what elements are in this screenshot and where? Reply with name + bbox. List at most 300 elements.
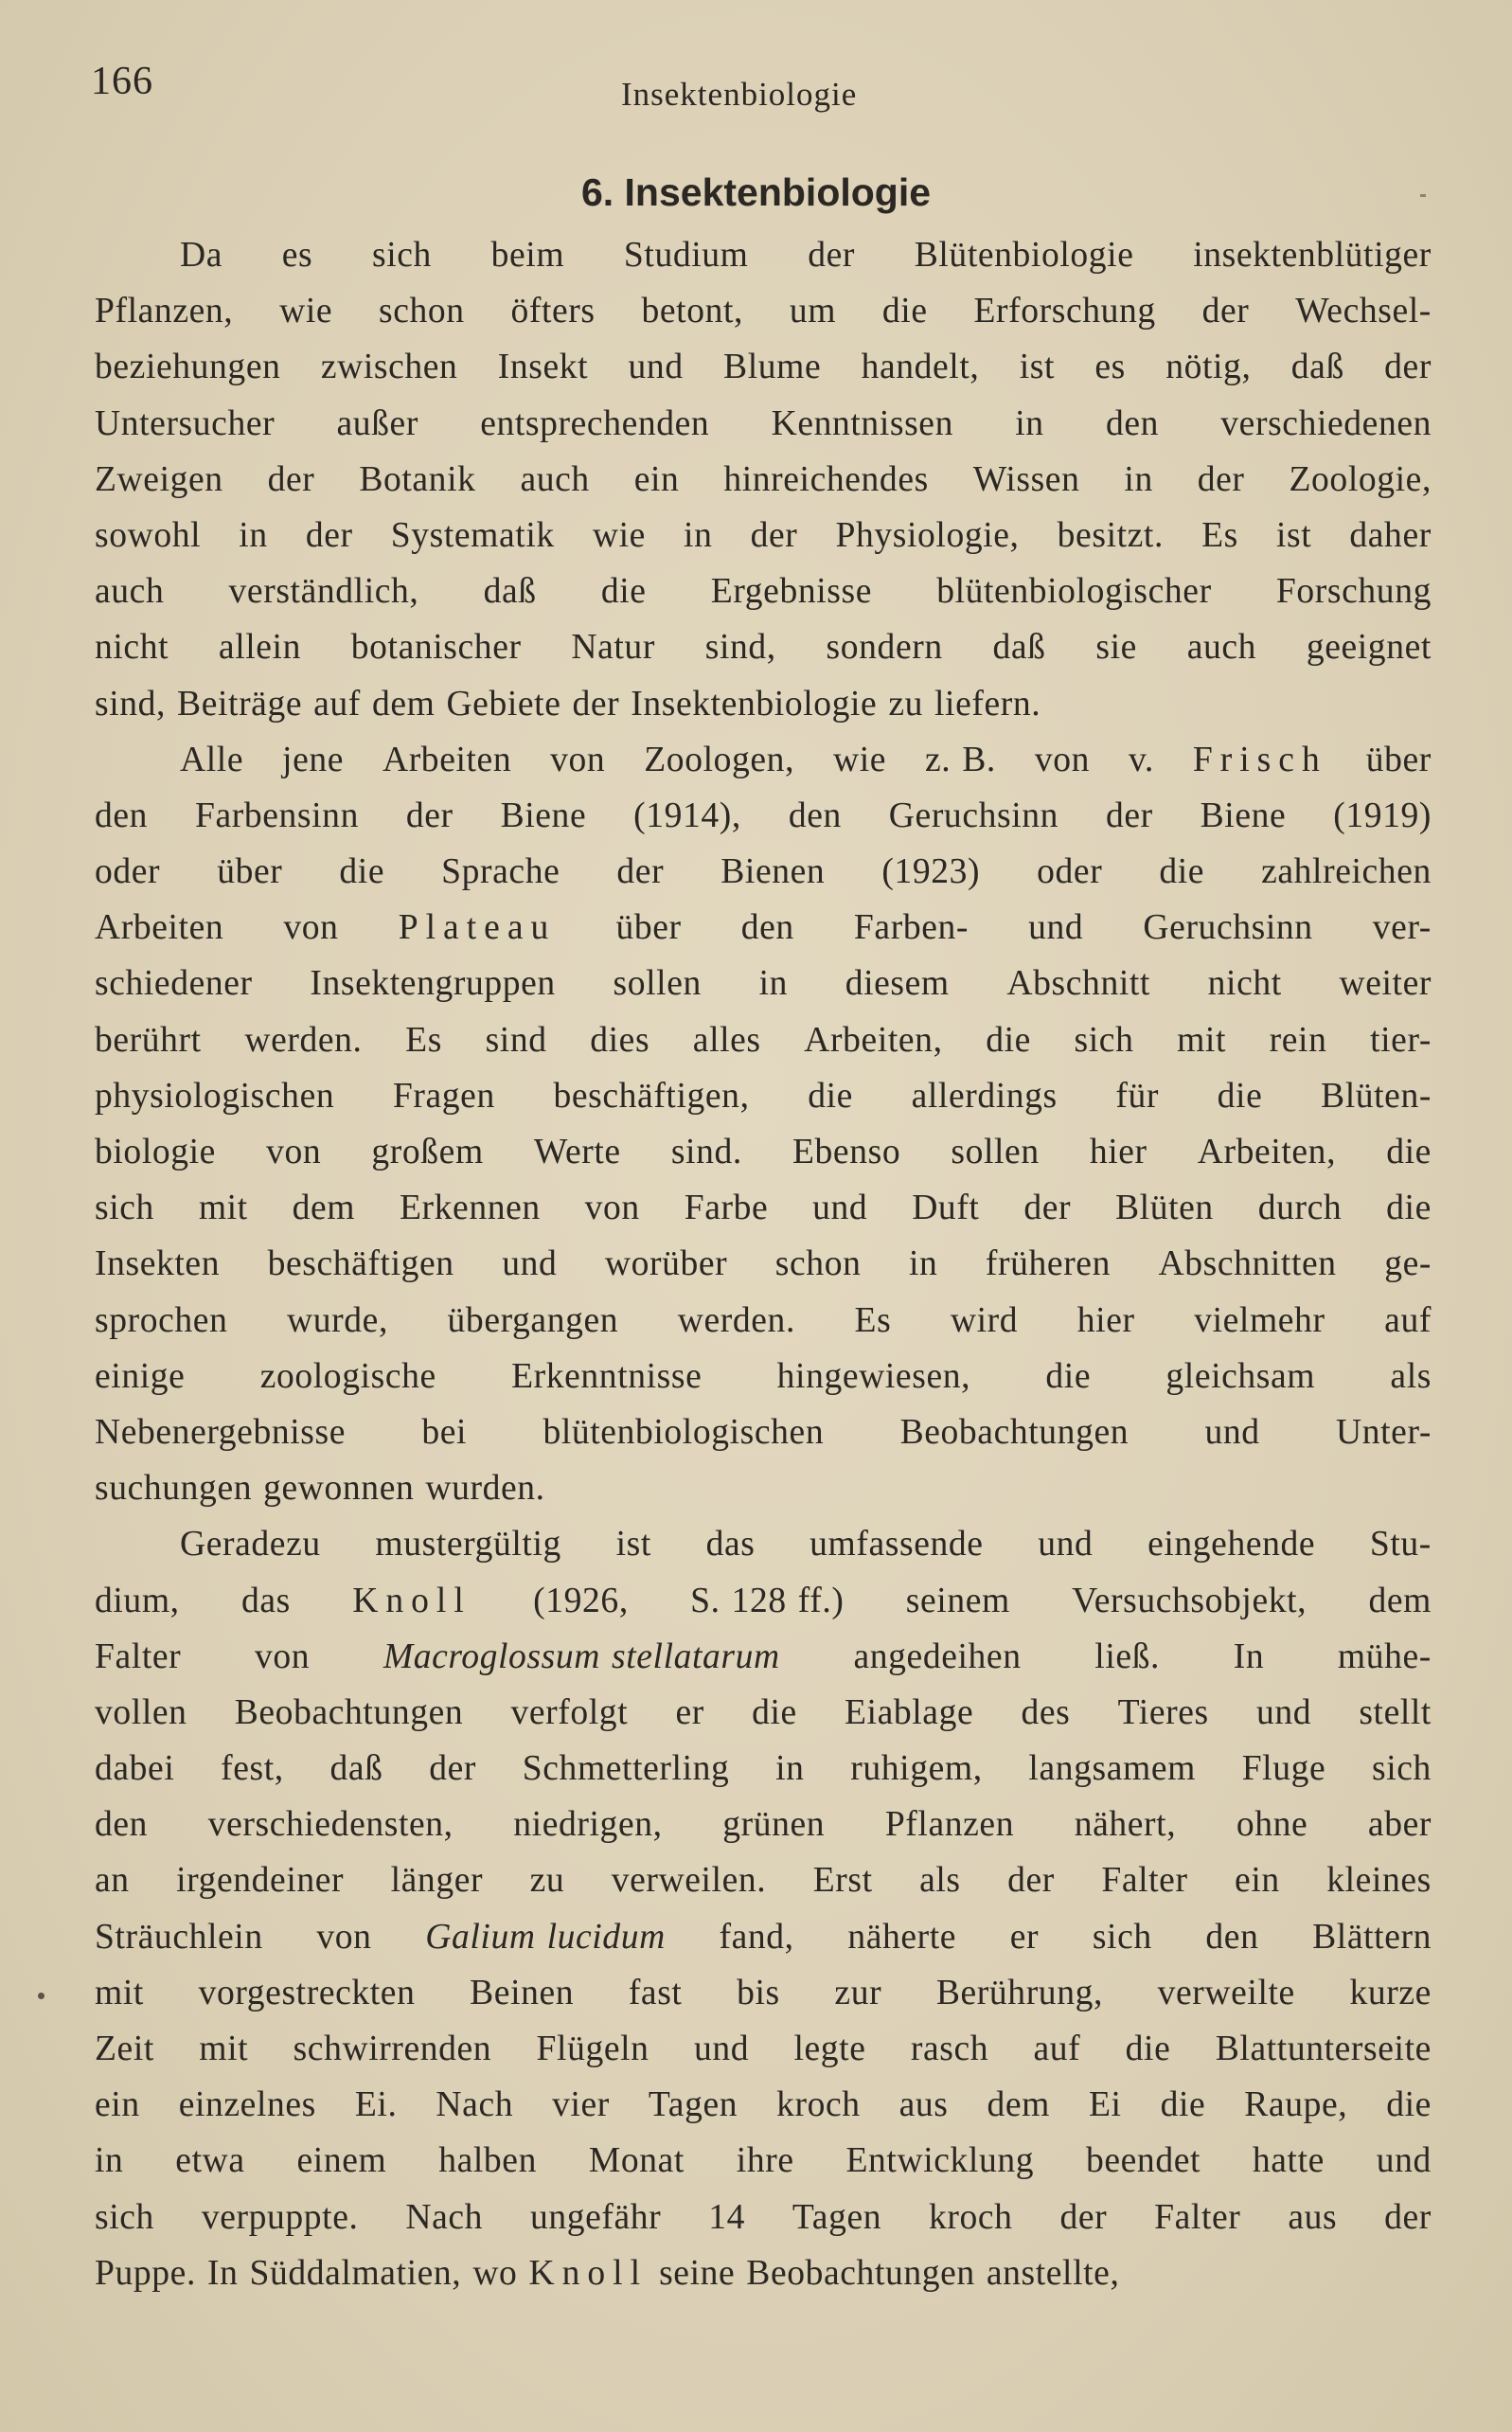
word: Erkennen: [399, 1189, 541, 1228]
word: die: [986, 1020, 1031, 1060]
text-line: [95, 508, 1432, 563]
word: aus: [1288, 2197, 1338, 2237]
word: kurze: [1349, 1973, 1432, 2012]
word: vorgestreckten: [198, 1973, 416, 2012]
text-line: [95, 563, 1432, 619]
word: der: [429, 1749, 477, 1789]
word: Fragen: [392, 1076, 495, 1116]
word: über: [615, 908, 682, 948]
word: Insekten: [95, 1244, 221, 1284]
word: ein: [95, 2085, 140, 2125]
word: einzelnes: [178, 2085, 316, 2125]
word: Versuchsobjekt,: [1072, 1581, 1307, 1620]
text-line: [95, 227, 1432, 283]
text-line: [95, 900, 1432, 956]
paragraph: [95, 732, 1432, 1517]
word: berührt: [95, 1020, 202, 1060]
word: der: [1384, 2197, 1432, 2237]
word: Pflanzen,: [95, 292, 234, 331]
word: Ergebnisse: [710, 572, 872, 612]
word: Wechsel-: [1295, 292, 1432, 331]
word: auf: [1033, 2030, 1081, 2068]
word: vielmehr: [1194, 1300, 1325, 1340]
word: Physiologie,: [835, 515, 1020, 555]
word: für: [1115, 1076, 1160, 1116]
word: und: [502, 1244, 558, 1284]
word: legte: [793, 2030, 866, 2068]
word: bei: [421, 1412, 468, 1452]
text-line: [95, 452, 1432, 508]
word: Insekt: [497, 348, 589, 387]
word: daß: [992, 628, 1046, 668]
word: der: [1197, 459, 1245, 499]
word: Biene: [1200, 796, 1287, 835]
word: ein: [1235, 1861, 1280, 1901]
word: hier: [1089, 1133, 1147, 1171]
word: kleines: [1326, 1861, 1432, 1901]
word: blütenbiologischer: [936, 572, 1212, 612]
word: In: [206, 2253, 239, 2293]
word: Abschnitten: [1158, 1244, 1337, 1284]
word: Blütenbiologie: [914, 236, 1134, 275]
word: Stu-: [1369, 1525, 1432, 1565]
word: über: [1365, 740, 1432, 779]
word: außer: [336, 403, 418, 443]
word: blütenbiologischen: [543, 1412, 825, 1452]
word: Forschung: [1275, 572, 1432, 612]
text-line: [95, 844, 1432, 900]
word: daß: [483, 572, 537, 612]
word: verständlich,: [228, 572, 419, 612]
word: (1923): [881, 852, 981, 892]
word: oder: [1037, 852, 1103, 892]
text-line: [95, 1460, 1432, 1516]
word: wie: [279, 292, 333, 331]
word: sich: [1372, 1749, 1432, 1789]
word: beschäftigen,: [553, 1076, 750, 1116]
text-line: [95, 1293, 1432, 1349]
word: dabei: [95, 1749, 175, 1789]
text-line: [95, 1685, 1432, 1741]
text-line: [95, 2077, 1432, 2133]
word: wird: [950, 1300, 1019, 1340]
word: Kenntnissen: [771, 403, 953, 443]
word: Raupe,: [1244, 2085, 1348, 2125]
word: In: [1233, 1636, 1265, 1676]
word: Alle: [180, 740, 244, 779]
word: von: [283, 908, 339, 948]
word: den: [1205, 1917, 1259, 1957]
word: der: [1007, 1861, 1055, 1901]
word: physiologischen: [95, 1076, 335, 1116]
word: die: [339, 852, 385, 892]
word: Monat: [588, 2141, 685, 2181]
word: auch: [520, 459, 590, 499]
word: sie: [1095, 628, 1137, 668]
word: mustergültig: [375, 1525, 561, 1565]
word: Nebenergebnisse: [95, 1412, 347, 1452]
word: länger: [390, 1861, 484, 1901]
word: sind: [485, 1020, 547, 1060]
word: daß: [329, 1749, 383, 1789]
word: Pflanzen: [884, 1805, 1015, 1845]
word: über: [217, 852, 283, 892]
word: beendet: [1085, 2141, 1201, 2181]
word: das: [705, 1525, 756, 1565]
word: der: [572, 684, 620, 724]
word: Erforschung: [973, 292, 1156, 331]
word: worüber: [604, 1244, 728, 1284]
word: beschäftigen: [267, 1244, 454, 1284]
word: biologie: [95, 1133, 216, 1171]
page-number: 166: [91, 60, 153, 103]
word: und: [1038, 1525, 1094, 1565]
word: Blattunterseite: [1215, 2030, 1432, 2068]
word: auf: [1384, 1300, 1432, 1340]
word: Falter: [1154, 2197, 1241, 2237]
body-text: [95, 227, 1432, 2301]
running-head: Insektenbiologie: [621, 76, 858, 113]
word: Arbeiten,: [804, 1020, 943, 1060]
text-line: [95, 339, 1432, 395]
word: der: [1023, 1189, 1072, 1228]
word: dies: [590, 1020, 650, 1060]
word: die: [1386, 2085, 1432, 2125]
word: Beobachtungen: [746, 2253, 975, 2293]
word: nötig,: [1165, 348, 1252, 387]
word: gewonnen: [263, 1469, 415, 1509]
word: zu: [888, 684, 924, 724]
word: Farben-: [853, 908, 969, 948]
word: wie: [592, 515, 646, 555]
word: die: [881, 292, 928, 331]
word: durch: [1257, 1189, 1343, 1228]
word: an: [95, 1861, 130, 1901]
text-line: [95, 2190, 1432, 2245]
word: Tieres: [1117, 1692, 1209, 1732]
word: Eiablage: [844, 1692, 974, 1732]
word: nicht: [95, 628, 169, 668]
word: ungefähr: [529, 2197, 662, 2237]
word: sollen: [613, 964, 702, 1004]
word: und: [812, 1189, 868, 1228]
word: Sprache: [441, 852, 560, 892]
word: beziehungen: [95, 348, 281, 387]
word: der: [1105, 796, 1153, 835]
word: des: [1021, 1692, 1071, 1732]
word: (1914),: [633, 796, 741, 835]
word: wurden.: [425, 1469, 545, 1509]
word: diesem: [845, 964, 950, 1004]
word: Falter: [1101, 1861, 1188, 1901]
word: die: [1160, 2085, 1206, 2125]
word: Puppe.: [95, 2253, 196, 2293]
word: ist: [1275, 515, 1312, 555]
paragraph: [95, 227, 1432, 732]
word: vier: [552, 2085, 610, 2125]
word: Ebenso: [792, 1133, 901, 1171]
word: besitzt.: [1057, 515, 1164, 555]
text-line: [95, 1573, 1432, 1629]
word: der: [405, 796, 454, 835]
word: Abschnitt: [1006, 964, 1150, 1004]
word: ohne: [1236, 1805, 1308, 1845]
word: Berührung,: [935, 1973, 1103, 2012]
word: sich: [1074, 1020, 1134, 1060]
text-line: [95, 283, 1432, 339]
word: öfters: [510, 292, 596, 331]
word: von: [550, 740, 606, 779]
word: sprochen: [95, 1300, 228, 1340]
word: dem: [292, 1189, 356, 1228]
word: in: [1015, 403, 1044, 443]
word: zur: [834, 1973, 882, 2012]
word: der: [267, 459, 315, 499]
text-line: [95, 676, 1432, 732]
word: schon: [774, 1244, 862, 1284]
word: v.: [1128, 740, 1154, 779]
word: liefern.: [934, 684, 1041, 724]
word: der: [1201, 292, 1250, 331]
word: verfolgt: [510, 1692, 629, 1732]
word: Erkenntnisse: [511, 1356, 703, 1396]
word: und: [1204, 1412, 1260, 1452]
word: den: [740, 908, 794, 948]
text-line: [95, 396, 1432, 452]
word: Zweigen: [95, 459, 223, 499]
word: nähert,: [1074, 1805, 1177, 1845]
word: Ei.: [354, 2085, 398, 2125]
word: Zoologie,: [1289, 459, 1432, 499]
word: in: [908, 1244, 938, 1284]
text-line: [95, 956, 1432, 1011]
word: sondern: [826, 628, 943, 668]
word: sind,: [95, 684, 167, 724]
word: Studium: [623, 236, 749, 275]
word: Blüten: [1115, 1189, 1214, 1228]
word: ließ.: [1094, 1636, 1161, 1676]
word: verweilte: [1157, 1973, 1295, 2012]
word: die: [1217, 1076, 1263, 1116]
word: und: [1255, 1692, 1312, 1732]
word: Zeit: [95, 2030, 154, 2068]
page-header: [91, 59, 1435, 116]
word: langsamem: [1028, 1749, 1196, 1789]
word: Bienen: [720, 852, 826, 892]
text-line: [95, 1741, 1432, 1797]
word: verweilen.: [611, 1861, 767, 1901]
word: Natur: [571, 628, 655, 668]
word: sowohl: [95, 515, 202, 555]
word: Farbensinn: [194, 796, 359, 835]
word: einem: [296, 2141, 387, 2181]
word: in: [775, 1749, 805, 1789]
word: den: [95, 796, 149, 835]
word: vollen: [95, 1692, 187, 1732]
word: kroch: [929, 2197, 1013, 2237]
word: schiedener: [95, 964, 253, 1004]
word: Geradezu: [180, 1525, 321, 1565]
word: insektenblütiger: [1193, 236, 1432, 275]
word: Sträuchlein: [95, 1917, 263, 1957]
text-line: [95, 1236, 1432, 1292]
word: die: [1386, 1189, 1432, 1228]
word: mit: [198, 1189, 248, 1228]
word: 14: [708, 2197, 745, 2237]
word: Galium lucidum: [425, 1917, 666, 1957]
word: Beobachtungen: [899, 1412, 1130, 1452]
word: seine: [659, 2253, 736, 2293]
word: auch: [1186, 628, 1257, 668]
word: die: [600, 572, 647, 612]
word: rein: [1269, 1020, 1327, 1060]
word: aber: [1367, 1805, 1432, 1845]
word: Es: [405, 1020, 442, 1060]
word: den: [1105, 403, 1160, 443]
word: Wissen: [972, 459, 1080, 499]
word: bis: [737, 1973, 780, 2012]
word: sich: [95, 1189, 154, 1228]
word: Botanik: [359, 459, 476, 499]
word: in: [758, 964, 788, 1004]
word: entsprechenden: [480, 403, 710, 443]
word: daß: [1290, 348, 1344, 387]
word: z. B.: [924, 740, 996, 779]
word: zoologische: [259, 1356, 436, 1396]
word: Farbe: [684, 1189, 769, 1228]
word: Gebiete: [446, 684, 561, 724]
word: Arbeiten,: [1197, 1133, 1337, 1171]
word: Erst: [812, 1861, 873, 1901]
word: aus: [898, 2085, 949, 2125]
text-line: [95, 2133, 1432, 2189]
word: dem: [1368, 1581, 1432, 1620]
word: zwischen: [320, 348, 458, 387]
word: wo: [472, 2253, 518, 2293]
word: der: [616, 852, 665, 892]
word: Arbeiten: [95, 908, 224, 948]
margin-mark: [38, 1993, 44, 1999]
word: mit: [199, 2030, 249, 2068]
word: schwirrenden: [293, 2030, 492, 2068]
word: dem: [987, 2085, 1051, 2125]
word: er: [1009, 1917, 1040, 1957]
text-line: [95, 1180, 1432, 1236]
word: näherte: [847, 1917, 957, 1957]
word: Biene: [500, 796, 587, 835]
word: der: [1059, 2197, 1108, 2237]
word: fand,: [719, 1917, 794, 1957]
word: wie: [833, 740, 887, 779]
text-line: [95, 1965, 1432, 2021]
word: Geruchsinn: [1143, 908, 1313, 948]
word: sollen: [951, 1133, 1040, 1171]
word: stellt: [1359, 1692, 1432, 1732]
word: gleichsam: [1165, 1356, 1316, 1396]
text-line: [95, 1012, 1432, 1068]
word: umfassende: [809, 1525, 984, 1565]
word: auf: [313, 684, 361, 724]
word: wurde,: [287, 1300, 388, 1340]
text-line: [95, 619, 1432, 675]
word: hier: [1076, 1300, 1135, 1340]
word: Unter-: [1336, 1412, 1432, 1452]
word: weiter: [1339, 964, 1432, 1004]
word: ist: [615, 1525, 651, 1565]
word: geeignet: [1306, 628, 1432, 668]
word: es: [281, 236, 313, 275]
word: Untersucher: [95, 403, 276, 443]
word: Arbeiten: [382, 740, 512, 779]
word: in: [684, 515, 713, 555]
text-line: [95, 1629, 1432, 1685]
word: verpuppte.: [201, 2197, 359, 2237]
text-line: [95, 1404, 1432, 1460]
word: die: [808, 1076, 853, 1116]
word: von: [254, 1636, 311, 1676]
word: verschiedensten,: [207, 1805, 454, 1845]
text-line: [95, 1124, 1432, 1180]
word: daher: [1349, 515, 1432, 555]
word: Macroglossum stellatarum: [382, 1636, 780, 1676]
word: anstellte,: [986, 2253, 1120, 2293]
word: dium,: [95, 1581, 180, 1620]
word: auch: [95, 572, 165, 612]
word: fest,: [221, 1749, 284, 1789]
word: Plateau: [398, 908, 557, 948]
word: und: [628, 348, 684, 387]
word: und: [1028, 908, 1084, 948]
word: Tagen: [648, 2085, 738, 2125]
word: in: [239, 515, 268, 555]
word: Duft: [912, 1189, 980, 1228]
word: angedeihen: [853, 1636, 1022, 1676]
text-line: [95, 788, 1432, 844]
word: seinem: [905, 1581, 1010, 1620]
word: den: [788, 796, 842, 835]
text-line: [95, 1349, 1432, 1404]
word: zu: [529, 1861, 565, 1901]
word: Beobachtungen: [234, 1692, 464, 1732]
word: von: [316, 1917, 372, 1957]
word: übergangen: [447, 1300, 619, 1340]
word: den: [95, 1805, 149, 1845]
word: verschiedenen: [1220, 403, 1432, 443]
word: Blume: [723, 348, 822, 387]
word: ein: [633, 459, 680, 499]
text-line: [95, 1852, 1432, 1908]
word: die: [1386, 1133, 1432, 1171]
word: und: [693, 2030, 750, 2068]
word: Zoologen,: [644, 740, 795, 779]
word: der: [750, 515, 798, 555]
word: alles: [692, 1020, 761, 1060]
word: irgendeiner: [176, 1861, 345, 1901]
word: zahlreichen: [1261, 852, 1432, 892]
word: S. 128 ff.): [690, 1581, 845, 1620]
word: hinreichendes: [723, 459, 929, 499]
word: eingehende: [1147, 1525, 1316, 1565]
word: mit: [1177, 1020, 1227, 1060]
word: mühe-: [1337, 1636, 1432, 1676]
word: ruhigem,: [850, 1749, 983, 1789]
word: sich: [95, 2197, 154, 2237]
word: ist: [1019, 348, 1056, 387]
word: die: [1159, 852, 1205, 892]
word: handelt,: [861, 348, 980, 387]
word: als: [919, 1861, 961, 1901]
word: Flügeln: [536, 2030, 649, 2068]
